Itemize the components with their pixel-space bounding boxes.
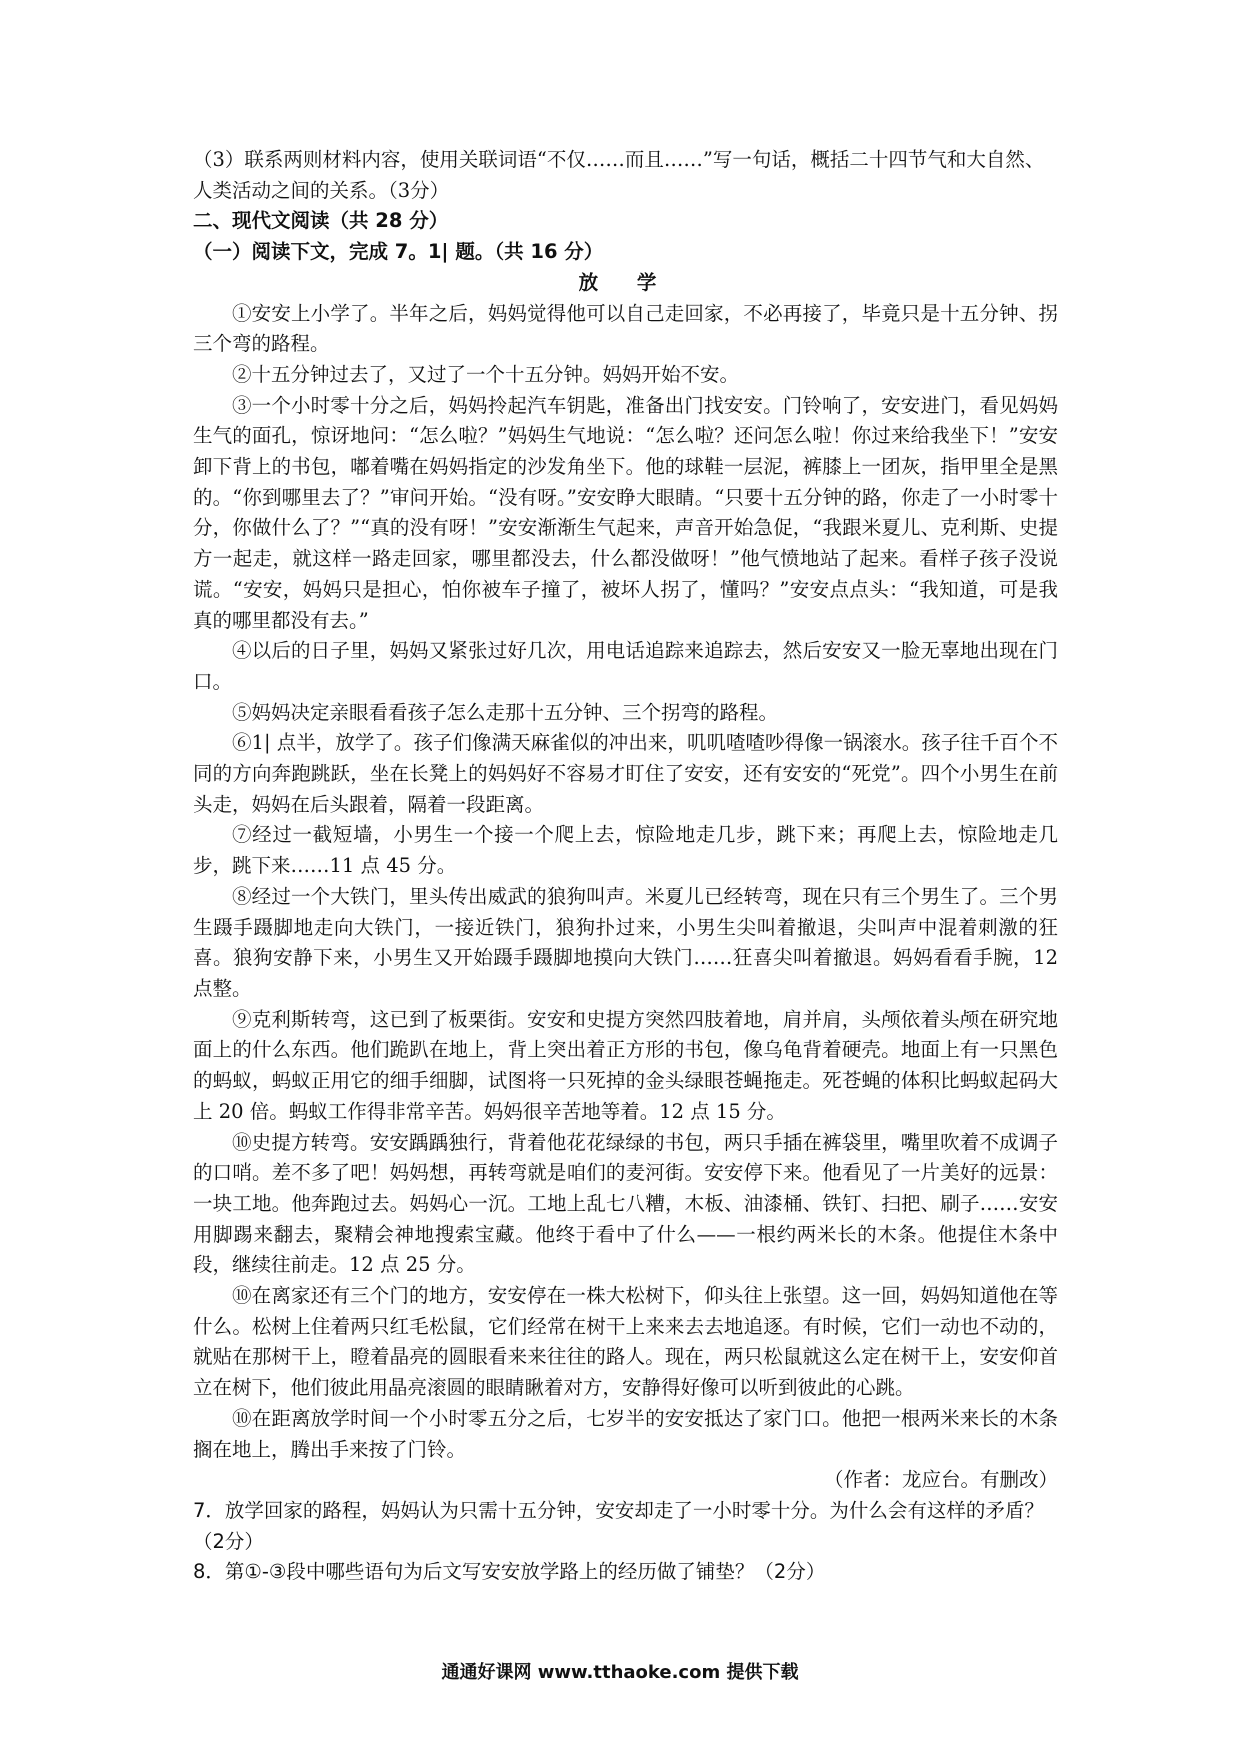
section-heading: 二、现代文阅读（共 28 分） — [193, 209, 449, 233]
paragraph-10: ⑩史提方转弯。安安踽踽独行，背着他花花绿绿的书包，两只手插在裤袋里，嘴里吹着不成调子的口哨。差不多了吧！妈妈想，再转弯就是咱们的麦河街。安安停下来。他看见了一片美好的远景：一块工地。他奔跑过去。妈妈心一沉。工地上乱七八糟，木板、油漆桶、铁钉、扫把、刷子……安安用脚踢来翻去，聚精会神地搜索宝藏。他终于看中了什么——一根约两米长的木条。他提住木条中段，继续往前走。12 点 25 分。 — [193, 1130, 1058, 1277]
author-note: （作者：龙应台。有删改） — [823, 1468, 1058, 1492]
paragraph-1: ①安安上小学了。半年之后，妈妈觉得他可以自己走回家，不必再接了，毕竟只是十五分钟、拐三个弯的路程。 — [193, 301, 1058, 356]
article-title: 放 学 — [578, 270, 673, 294]
paragraph-9: ⑨克利斯转弯，这已到了板栗街。安安和史提方突然四肢着地，肩并肩，头颅依着头颅在研究地面上的什么东西。他们跪趴在地上，背上突出着正方形的书包，像乌龟背着硬壳。地面上有一只黑色的蚂蚁，蚂蚁正用它的细手细脚，试图将一只死掉的金头绿眼苍蝇拖走。死苍蝇的体积比蚂蚁起码大上 20 倍。蚂蚁工作得非常辛苦。妈妈很辛苦地等着。12 点 15 分。 — [193, 1007, 1058, 1123]
question-7: 7．放学回家的路程，妈妈认为只需十五分钟，安安却走了一小时零十分。为什么会有这样的矛盾？（2分） — [193, 1498, 1044, 1553]
paragraph-11: ⑩在离家还有三个门的地方，安安停在一株大松树下，仰头往上张望。这一回，妈妈知道他在等什么。松树上住着两只红毛松鼠，它们经常在树干上来来去去地追逐。有时候，它们一动也不动的，就贴在那树干上，瞪着晶亮的圆眼看来来往往的路人。现在，两只松鼠就这么定在树干上，安安仰首立在树下，他们彼此用晶亮滚圆的眼睛瞅着对方，安静得好像可以听到彼此的心跳。 — [193, 1284, 1058, 1400]
paragraph-5: ⑤妈妈决定亲眼看看孩子怎么走那十五分钟、三个拐弯的路程。 — [232, 700, 779, 724]
subsection-heading: （一）阅读下文，完成 7。1| 题。（共 16 分） — [193, 240, 604, 264]
paragraph-2: ②十五分钟过去了，又过了一个十五分钟。妈妈开始不安。 — [232, 362, 740, 386]
question-8: 8．第①-③段中哪些语句为后文写安安放学路上的经历做了铺垫？（2分） — [193, 1560, 826, 1584]
footer-download-note: 通通好课网 www.tthaoke.com 提供下载 — [441, 1662, 799, 1683]
paragraph-12: ⑩在距离放学时间一个小时零五分之后，七岁半的安安抵达了家门口。他把一根两米来长的木条搁在地上，腾出手来按了门铃。 — [193, 1406, 1058, 1461]
paragraph-4: ④以后的日子里，妈妈又紧张过好几次，用电话追踪来追踪去，然后安安又一脸无辜地出现在门口。 — [193, 639, 1058, 693]
question-3-text: （3）联系两则材料内容，使用关联词语“不仅……而且……”写一句话，概括二十四节气和大自然、人类活动之间的关系。（3分） — [193, 148, 1045, 202]
paragraph-3: ③一个小时零十分之后，妈妈拎起汽车钥匙，准备出门找安安。门铃响了，安安进门，看见妈妈生气的面孔，惊讶地问：“怎么啦？”妈妈生气地说：“怎么啦？还问怎么啦！你过来给我坐下！”安安卸下背上的书包，嘟着嘴在妈妈指定的沙发角坐下。他的球鞋一层泥，裤膝上一团灰，指甲里全是黑的。“你到哪里去了？”审问开始。“没有呀。”安安睁大眼睛。“只要十五分钟的路，你走了一小时零十分，你做什么了？”“真的没有呀！”安安渐渐生气起来，声音开始急促，“我跟米夏儿、克利斯、史提方一起走，就这样一路走回家，哪里都没去，什么都没做呀！”他气愤地站了起来。看样子孩子没说谎。“安安，妈妈只是担心，怕你被车子撞了，被坏人拐了，懂吗？”安安点点头：“我知道，可是我真的哪里都没有去。” — [193, 393, 1058, 632]
document-body — [193, 145, 1058, 1588]
paragraph-8: ⑧经过一个大铁门，里头传出威武的狼狗叫声。米夏儿已经转弯，现在只有三个男生了。三个男生蹑手蹑脚地走向大铁门，一接近铁门，狼狗扑过来，小男生尖叫着撤退，尖叫声中混着刺激的狂喜。狼狗安静下来，小男生又开始蹑手蹑脚地摸向大铁门……狂喜尖叫着撤退。妈妈看看手腕，12 点整。 — [193, 884, 1058, 1000]
paragraph-7: ⑦经过一截短墙，小男生一个接一个爬上去，惊险地走几步，跳下来；再爬上去，惊险地走几步，跳下来……11 点 45 分。 — [193, 823, 1058, 878]
paragraph-6: ⑥1| 点半，放学了。孩子们像满天麻雀似的冲出来，叽叽喳喳吵得像一锅滚水。孩子往千百个不同的方向奔跑跳跃，坐在长凳上的妈妈好不容易才盯住了安安，还有安安的“死党”。四个小男生在前头走，妈妈在后头跟着，隔着一段距离。 — [193, 731, 1058, 816]
